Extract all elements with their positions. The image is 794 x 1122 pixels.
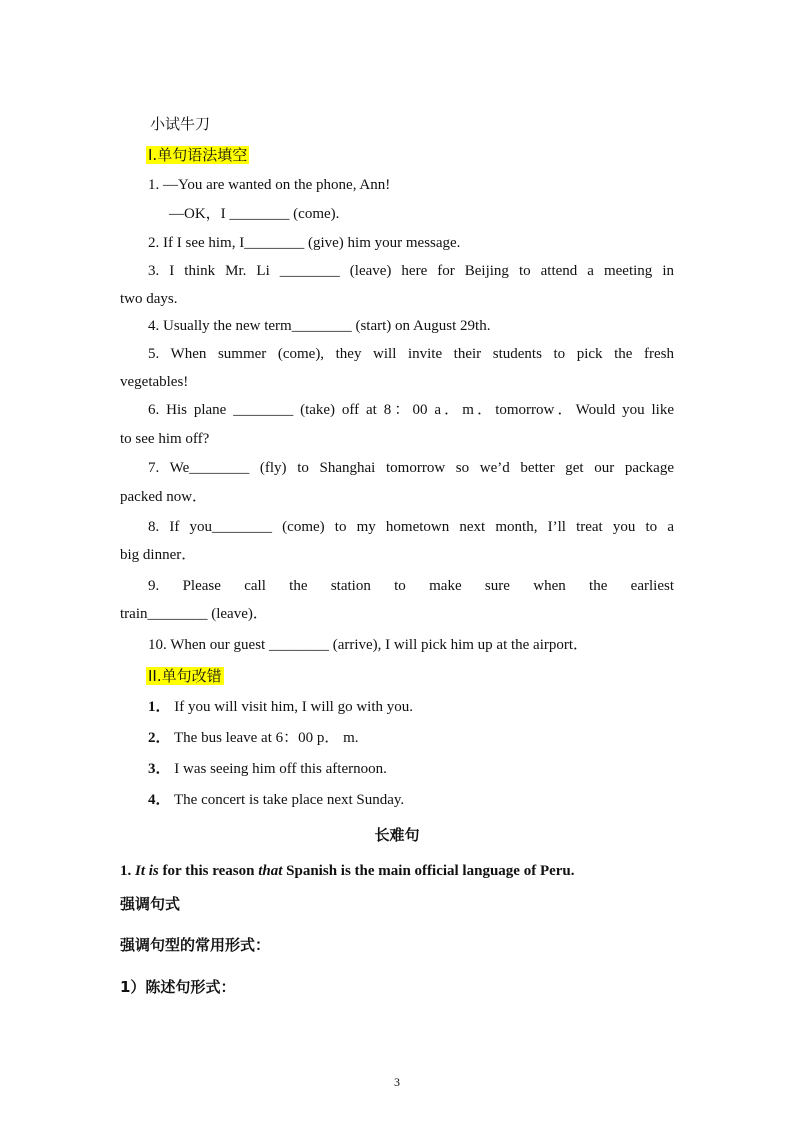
section2-heading bbox=[146, 666, 224, 686]
q7-line1: 7. We________ (fly) to Shanghai tomorrow so we’d better get our package bbox=[148, 460, 674, 476]
q6-line2: to see him off? bbox=[120, 431, 210, 447]
q9-line1: 9. Please call the station to make sure when the earliest bbox=[148, 578, 674, 594]
long-sentence-example bbox=[120, 861, 575, 881]
q6-line1: 6. His plane ________ (take) off at 8：00 a．m．tomorrow．Would you like bbox=[148, 402, 674, 418]
q10-line1: 10. When our guest ________ (arrive), I will pick him up at the airport． bbox=[148, 637, 589, 653]
correction-item bbox=[148, 790, 404, 810]
q4-line1: 4. Usually the new term________ (start) on August 29th. bbox=[148, 318, 491, 334]
sentence-part2: Spanish is the main official language of Peru. bbox=[286, 863, 575, 879]
long-sentence-heading: 长难句 bbox=[374, 826, 420, 844]
page-title: 小试牛刀 bbox=[150, 115, 211, 133]
sentence-part1: for this reason bbox=[162, 863, 255, 879]
q3-line2: two days. bbox=[120, 291, 178, 307]
emphasis-label: 强调句式 bbox=[120, 895, 181, 913]
correction-text: If you will visit him, I will go with you. bbox=[174, 699, 414, 715]
sentence-number: 1. bbox=[120, 863, 132, 879]
that-emphasis: that bbox=[258, 863, 283, 879]
q1-line2: —OK，I ________ (come). bbox=[169, 206, 340, 222]
page-number: 3 bbox=[394, 1075, 400, 1089]
correction-text: The bus leave at 6：00 p． m. bbox=[174, 730, 359, 746]
section1-heading bbox=[146, 145, 249, 165]
it-is-emphasis: It is bbox=[135, 863, 159, 879]
q5-line1: 5. When summer (come), they will invite their students to pick the fresh bbox=[148, 346, 674, 362]
correction-num: 4． bbox=[148, 792, 171, 808]
declarative-form-label: 1）陈述句形式： bbox=[120, 978, 236, 996]
q8-line1: 8. If you________ (come) to my hometown next month, I’ll treat you to a bbox=[148, 519, 674, 535]
q3-line1: 3. I think Mr. Li ________ (leave) here for Beijing to attend a meeting in bbox=[148, 263, 674, 279]
correction-num: 2． bbox=[148, 730, 171, 746]
q5-line2: vegetables! bbox=[120, 374, 189, 390]
q2-line1: 2. If I see him, I________ (give) him your message. bbox=[148, 235, 461, 251]
correction-text: I was seeing him off this afternoon. bbox=[174, 761, 387, 777]
q8-line2: big dinner． bbox=[120, 547, 197, 563]
section2-heading-text: II.单句改错 bbox=[148, 667, 222, 685]
q9-line2: train________ (leave)． bbox=[120, 606, 268, 622]
correction-item bbox=[148, 697, 413, 717]
q1-line1: 1. —You are wanted on the phone, Ann! bbox=[148, 177, 391, 193]
q7-line2: packed now． bbox=[120, 489, 208, 505]
correction-text: The concert is take place next Sunday. bbox=[174, 792, 405, 808]
correction-num: 1． bbox=[148, 699, 171, 715]
correction-item bbox=[148, 759, 387, 779]
correction-item bbox=[148, 728, 359, 748]
emphasis-forms-label: 强调句型的常用形式： bbox=[120, 936, 271, 954]
correction-num: 3． bbox=[148, 761, 171, 777]
section1-heading-text: I.单句语法填空 bbox=[148, 146, 248, 164]
